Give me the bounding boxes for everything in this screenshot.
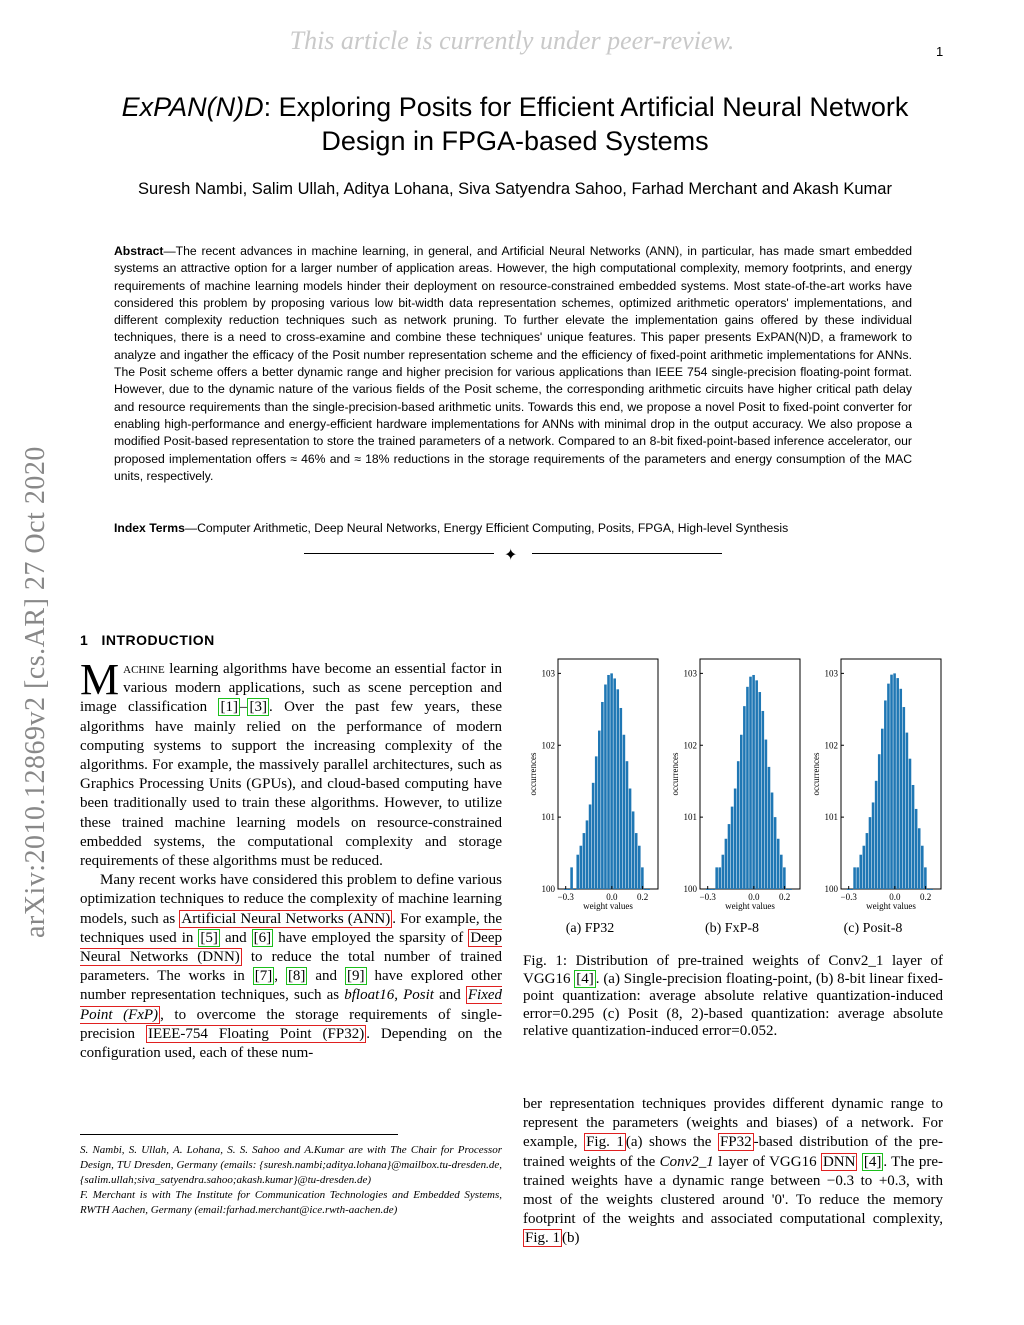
intro-text: , [394, 987, 404, 1004]
y-tick-label: 103 [824, 668, 838, 679]
histogram-bar [786, 889, 789, 890]
title-line1: : Exploring Posits for Efficient Artificial Neural Network [263, 92, 909, 122]
acronym-link[interactable]: IEEE-754 Floating Point (FP32) [147, 1025, 365, 1042]
footnotes [80, 1143, 502, 1218]
intro-text: – [239, 699, 248, 716]
intro-text: have employed the sparsity of [273, 929, 469, 946]
histogram-bar [725, 839, 728, 889]
figure-link[interactable]: Fig. 1 [525, 1230, 561, 1247]
intro-paragraph-1 [80, 655, 502, 871]
acronym-link[interactable]: Deep Neural Networks (DNN) [80, 929, 502, 966]
x-tick-label: −0.3 [699, 892, 716, 902]
index-terms [114, 521, 912, 535]
citation-link[interactable]: [1] [220, 699, 238, 716]
histogram-bar [909, 759, 912, 889]
intro-text: , to overcome the storage requirements of single-precision [80, 1006, 502, 1042]
author-list: Suresh Nambi, Salim Ullah, Aditya Lohana, Siva Satyendra Sahoo, Farhad Merchant and Akash Kumar [138, 180, 892, 198]
abstract-label: Abstract [114, 244, 164, 258]
histogram-bar [884, 700, 887, 889]
histogram-bar [576, 855, 579, 889]
intro-text: learning algorithms have become an essential factor in various modern applications, such as scene perception and image classification [80, 661, 502, 716]
section-title: INTRODUCTION [101, 632, 215, 648]
histogram-bar [872, 802, 875, 889]
acronym-link[interactable]: Artificial Neural Networks (ANN) [181, 910, 391, 927]
histogram-bar [866, 833, 869, 889]
y-axis-label: occurrences [670, 752, 680, 796]
intro-text: Many recent works have considered this problem to define various optimization techniques to reduce the complexity of machine learning models, such as [80, 872, 502, 927]
histogram-bar [731, 807, 734, 889]
histogram-bar [853, 867, 856, 889]
histogram-bar [580, 846, 583, 889]
intro-text: . For example, the techniques used in [80, 910, 502, 946]
histogram-bar [878, 754, 881, 889]
x-tick-label: 0.0 [606, 892, 618, 902]
histogram-bar [613, 678, 616, 889]
histogram-bar [647, 889, 650, 890]
figure-1 [520, 655, 950, 920]
y-axis-label: occurrences [811, 752, 821, 796]
x-axis-label: weight values [725, 901, 775, 911]
histogram-bar [783, 867, 786, 889]
histogram-bar [740, 735, 743, 889]
divider-left [304, 553, 494, 554]
y-tick-label: 100 [683, 884, 697, 894]
histogram-bar [743, 706, 746, 889]
intro-text: and [219, 929, 252, 946]
histogram-bar [777, 839, 780, 889]
histogram-bar [623, 735, 626, 889]
citation-link[interactable]: [8] [287, 968, 306, 985]
x-axis-label: weight values [866, 901, 916, 911]
histogram-bar [752, 675, 755, 889]
histogram-bar [890, 675, 893, 889]
histogram-bar [749, 677, 752, 889]
histogram-bar [915, 809, 918, 889]
histogram-bar [570, 867, 573, 889]
intro-text: and [433, 987, 466, 1004]
histogram-bar [592, 783, 595, 889]
histogram-bar [869, 817, 872, 889]
body-text: layer of VGG16 [713, 1153, 821, 1170]
histogram-bar [601, 702, 604, 889]
citation-link[interactable]: [5] [200, 929, 218, 946]
histogram-bar [912, 785, 915, 889]
histogram-bar [859, 855, 862, 889]
histogram-bar [706, 889, 709, 890]
histogram-bar [771, 793, 774, 889]
histogram-bar [921, 846, 924, 889]
y-tick-label: 103 [541, 668, 555, 679]
histogram-bar [583, 833, 586, 889]
histogram-bar [918, 828, 921, 889]
y-tick-label: 103 [683, 668, 697, 679]
x-tick-label: 0.2 [636, 892, 649, 902]
histogram-bar [896, 678, 899, 889]
histogram-bar [930, 889, 933, 890]
citation-link[interactable]: [6] [253, 929, 272, 946]
arxiv-identifier[interactable]: arXiv:2010.12869v2 [cs.AR] 27 Oct 2020 [20, 446, 51, 938]
citation-link[interactable]: [9] [347, 968, 365, 985]
histogram-bar [567, 889, 570, 890]
y-axis-label: occurrences [528, 752, 538, 796]
histogram-bar [638, 846, 641, 889]
peer-review-watermark: This article is currently under peer-review. [289, 26, 735, 55]
intro-text: to reduce the total number of trained parameters. The works in [80, 949, 502, 985]
body-text: -based distribution of the pre-trained weights of the [523, 1134, 944, 1170]
histogram-bar [927, 889, 930, 890]
paper-title [80, 90, 950, 158]
acronym-link[interactable]: DNN [822, 1153, 856, 1170]
histogram-bar [755, 680, 758, 889]
body-text: ber representation techniques provides different dynamic range to represent the parameters (weights and biases) of a network. For example, [523, 1096, 943, 1151]
y-tick-label: 102 [824, 740, 838, 751]
histogram-bar [586, 820, 589, 889]
y-tick-label: 102 [683, 740, 697, 751]
acronym-link[interactable]: FP32 [719, 1134, 752, 1151]
histogram-bar [632, 811, 635, 889]
footnote-authors: S. Nambi, S. Ullah, A. Lohana, S. S. Sahoo and A.Kumar are with The Chair for Processor Design, TU Dresden, Germany (emails: {suresh.nambi;aditya.lohana}@mailbox.tu-dresden.de, {salim.ullah;siva_satyendra.sahoo;akash.kumar}@tu-dresden.de) [80, 1144, 502, 1186]
x-tick-label: −0.3 [840, 892, 857, 902]
subfigure-label-b: (b) FxP-8 [704, 921, 760, 936]
histogram-bar [875, 781, 878, 889]
y-tick-label: 100 [824, 884, 838, 894]
histogram-bar [641, 867, 644, 889]
citation-link[interactable]: [3] [249, 699, 267, 716]
histogram-bar [644, 889, 647, 890]
histogram-bar [589, 804, 592, 889]
figure-caption [523, 953, 943, 1041]
intro-paragraph-2 [80, 871, 502, 1063]
histogram-figure [520, 655, 950, 915]
histogram-bar [789, 889, 792, 890]
subfigure-label-a: (a) FP32 [565, 921, 615, 936]
caption-text: . (a) Single-precision floating-point, (b) 8-bit linear fixed-point quantization: average absolute relative quantization-induced error=0.295 (c) Posit (8, 2)-based quantization: average absolute relative quantization-induced error=0.052. [523, 970, 943, 1039]
x-axis-label: weight values [583, 901, 633, 911]
footnote-rule [80, 1134, 398, 1135]
histogram-2 [670, 659, 800, 911]
title-line2: Design in FPGA-based Systems [321, 126, 709, 156]
italic-term: Conv2_1 [659, 1153, 714, 1170]
x-tick-label: 0.2 [778, 892, 791, 902]
citation-link[interactable]: [7] [254, 968, 273, 985]
drop-cap: M [80, 655, 120, 704]
section-number: 1 [80, 632, 89, 648]
x-tick-label: 0.2 [919, 892, 932, 902]
italic-term: bfloat16 [344, 987, 395, 1004]
histogram-bar [709, 889, 712, 890]
title-italic: ExPAN(N)D [121, 92, 264, 122]
x-tick-label: −0.3 [557, 892, 574, 902]
histogram-bar [746, 687, 749, 889]
body-text: (b) [562, 1230, 580, 1247]
right-column-text [523, 1095, 943, 1249]
histogram-bar [887, 684, 890, 889]
histogram-bar [734, 789, 737, 889]
histogram-bar [906, 733, 909, 889]
histogram-bar [610, 673, 613, 889]
citation-link[interactable]: [4] [863, 1153, 882, 1170]
histogram-bar [626, 761, 629, 889]
histogram-bar [620, 708, 623, 889]
y-tick-label: 101 [824, 812, 838, 823]
caption-text: Fig. 1: Distribution of pre-trained weights of Conv2_1 layer of VGG16 [523, 953, 943, 987]
citation-link[interactable]: [4] [576, 970, 594, 987]
page-number: 1 [936, 44, 944, 59]
histogram-bar [893, 673, 896, 889]
histogram-bar [722, 855, 725, 889]
histogram-bar [768, 767, 771, 889]
x-tick-label: 0.0 [748, 892, 760, 902]
y-tick-label: 101 [683, 812, 697, 823]
divider-right [532, 553, 722, 554]
body-text: . The pre-trained weights have a dynamic range between −0.3 to +0.3, with most of the weights clustered around '0'. To reduce the memory footprint of the weights and associated computational complexity, [523, 1153, 944, 1228]
abstract [114, 243, 912, 485]
histogram-bar [598, 731, 601, 889]
index-terms-text: —Computer Arithmetic, Deep Neural Networks, Energy Efficient Computing, Posits, FPGA, High-level Synthesis [184, 521, 789, 535]
histogram-bar [847, 889, 850, 890]
intro-text: have explored other number representation techniques, such as [80, 968, 502, 1004]
small-caps-word: achine [123, 661, 165, 677]
intro-text: . Over the past few years, these algorithms have mainly relied on the performance of modern computing systems to support the increasing complexity of the algorithms. For example, the massively parallel architectures, such as Graphics Processing Units (GPUs), and cloud-based computing have been traditionally used to train these algorithms. However, to utilize these trained machine learning models on resource-constrained embedded systems, the computational complexity and storage requirements of these algorithms must be reduced. [80, 699, 502, 870]
divider-diamond-icon: ✦ [504, 547, 518, 564]
histogram-bar [573, 889, 576, 890]
histogram-1 [528, 659, 658, 911]
histogram-bar [899, 689, 902, 889]
acronym-link[interactable]: Fixed Point (FxP) [80, 987, 503, 1023]
intro-column-left [80, 655, 503, 1063]
index-terms-label: Index Terms [114, 521, 185, 535]
figure-link[interactable]: Fig. 1 [586, 1134, 624, 1151]
section-heading [80, 632, 215, 648]
histogram-bar [635, 833, 638, 889]
intro-text: and [307, 968, 345, 985]
footnote-merchant: F. Merchant is with The Institute for Communication Technologies and Embedded Systems, RWTH Aachen, Germany (email:farhad.merchant@ice.rwth-aachen.de) [80, 1189, 502, 1216]
histogram-bar [715, 867, 718, 889]
histogram-bar [762, 711, 765, 889]
histogram-bar [765, 740, 768, 889]
histogram-bar [616, 689, 619, 889]
histogram-bar [903, 707, 906, 889]
histogram-bar [629, 789, 632, 889]
x-tick-label: 0.0 [889, 892, 901, 902]
y-tick-label: 100 [541, 884, 555, 894]
histogram-3 [811, 659, 941, 911]
histogram-bar [774, 817, 777, 889]
histogram-bar [758, 692, 761, 889]
histogram-bar [712, 889, 715, 890]
abstract-text: —The recent advances in machine learning, in general, and Artificial Neural Networks (ANN), in particular, has made smart embedded systems an attractive option for a larger number of application areas. However, the high computational complexity, memory footprints, and energy requirements of machine learning models hinder their deployment on resource-constrained embedded systems. Most state-of-the-art works have considered this problem by proposing various low bit-width data representation schemes, optimized arithmetic operators' implementations, and different complexity reduction techniques such as network pruning. To further elevate the implementation gains offered by these individual techniques, there is a need to cross-examine and combine these techniques' unique features. This paper presents ExPAN(N)D, a framework to analyze and ingather the efficacy of the Posit number representation scheme and the efficiency of fixed-point arithmetic implementations for ANNs. The Posit scheme offers a better dynamic range and higher precision for various applications than IEEE 754 single-precision floating-point format. However, due to the dynamic nature of the various fields of the Posit scheme, the corresponding arithmetic circuits have higher critical path delay and resource requirements than the single-precision-based arithmetic units. Towards this end, we propose a novel Posit to fixed-point converter for enabling high-performance and energy-efficient hardware implementations for ANNs with minimal drop in the output accuracy. We also propose a modified Posit-based representation to store the trained parameters of a network. Compared to an 8-bit fixed-point-based inference accelerator, our proposed implementation offers ≈ 46% and ≈ 18% reductions in the storage requirements of the parameters and energy consumption of the MAC units, respectively. [114, 244, 912, 483]
histogram-bar [604, 685, 607, 889]
y-tick-label: 101 [541, 812, 555, 823]
y-tick-label: 102 [541, 740, 555, 751]
histogram-bar [607, 675, 610, 889]
intro-text: , [274, 968, 286, 985]
subfigure-label-c: (c) Posit-8 [843, 921, 903, 936]
histogram-bar [728, 824, 731, 889]
body-text: (a) shows the [625, 1134, 718, 1151]
intro-text: . Depending on the configuration used, each of these num- [80, 1025, 502, 1062]
histogram-bar [780, 855, 783, 889]
histogram-bar [924, 867, 927, 889]
histogram-bar [881, 729, 884, 889]
italic-term: Posit [403, 987, 434, 1004]
histogram-bar [856, 867, 859, 889]
histogram-bar [850, 889, 853, 890]
histogram-bar [737, 761, 740, 889]
histogram-bar [595, 756, 598, 889]
histogram-bar [564, 889, 567, 890]
histogram-bar [863, 846, 866, 889]
histogram-bar [718, 867, 721, 889]
